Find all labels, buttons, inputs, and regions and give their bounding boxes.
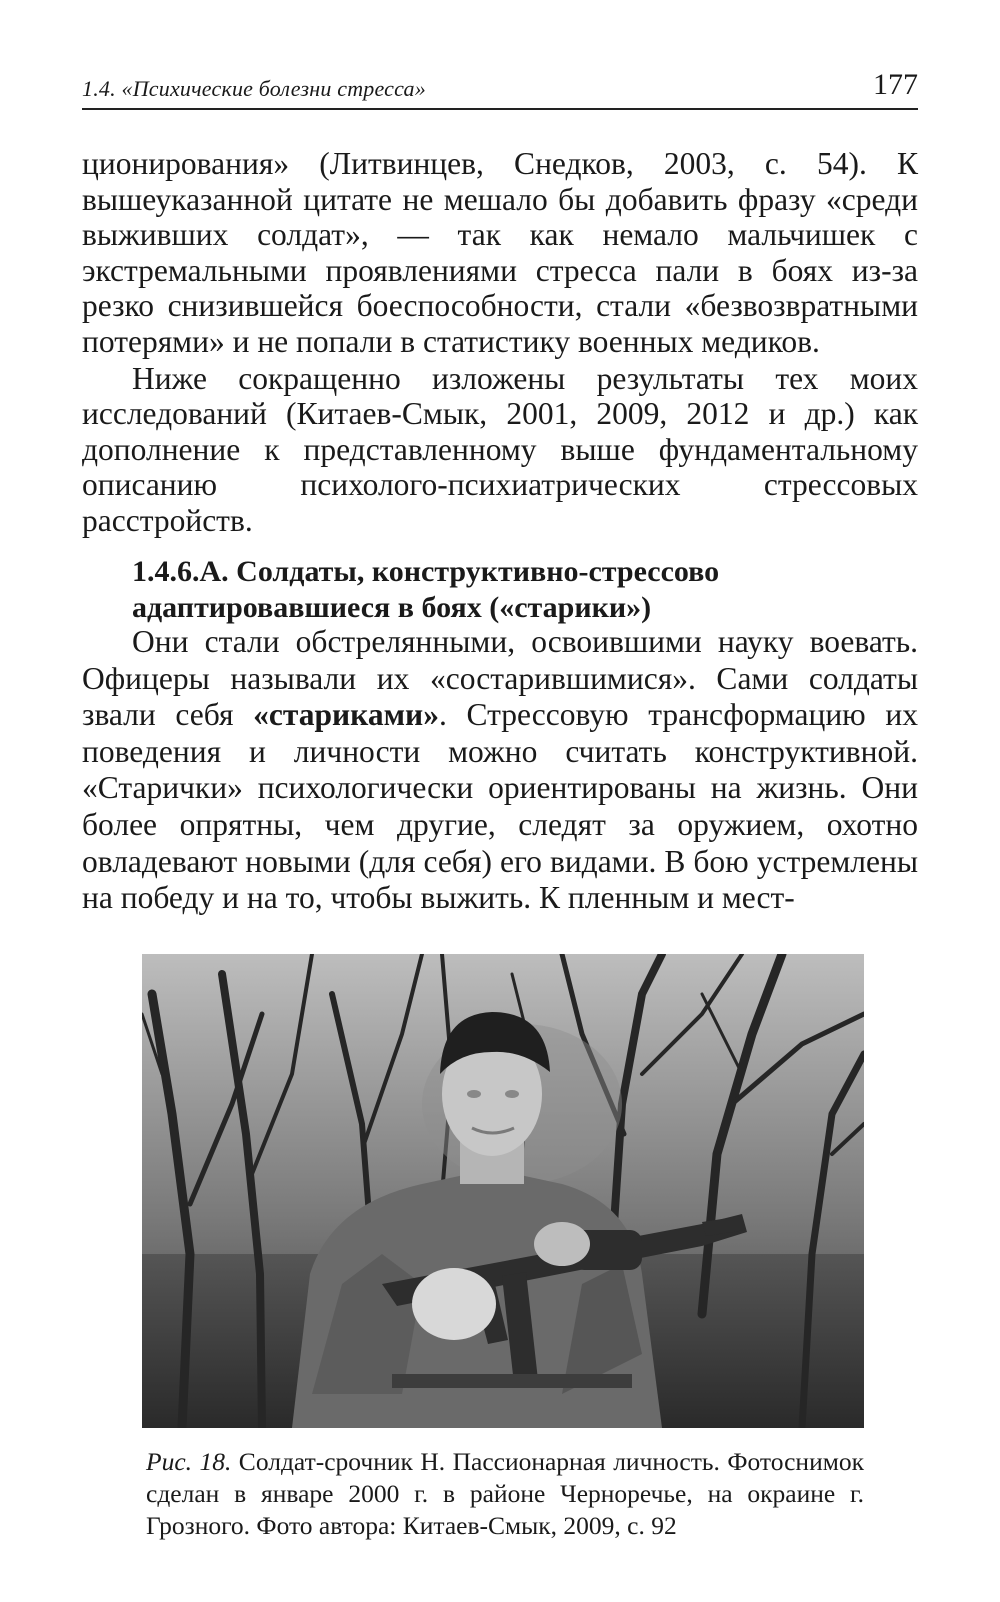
section-heading (132, 554, 918, 626)
page-number: 177 (873, 68, 918, 101)
figure-caption (146, 1446, 864, 1542)
paragraph-1: ционирования» (Литвинцев, Снедков, 2003, с. 54). К вышеуказанной цитате не мешало бы добавить фразу «среди выживших солдат», — так как немало мальчишек с экстремальными проявлениями стресса пали в боях из-за резко снизившейся боеспособности, стали «безвозвратными потерями» и не попали в статистику военных медиков. (82, 146, 918, 359)
section-paragraph (82, 624, 918, 917)
body-text (82, 146, 918, 539)
photo-soldier-illustration (142, 954, 864, 1428)
section-text-part-1: Они стали обстрелянными, освоившими науку воевать. Офицеры называли их «состарившимися». Сами солдаты звали себя (82, 624, 918, 733)
running-head (82, 64, 918, 110)
section-text-bold: «стариками» (253, 697, 439, 733)
section-body (82, 624, 918, 917)
paragraph-2: Ниже сокращенно изложены результаты тех моих исследований (Китаев-Смык, 2001, 2009, 2012 и др.) как дополнение к представленному выше фундаментальному описанию психолого-психиатрических стрессовых расстройств. (82, 360, 918, 538)
caption-label: Рис. 18. (146, 1447, 232, 1476)
running-head-title: 1.4. «Психические болезни стресса» (82, 76, 426, 101)
section-heading-line-1: 1.4.6.А. Солдаты, конструктивно-стрессово (132, 555, 720, 588)
section-heading-line-2: адаптировавшиеся в боях («старики») (132, 591, 652, 624)
caption-text: Солдат-срочник Н. Пассионарная личность. Фотоснимок сделан в январе 2000 г. в районе Черноречье, на окраине г. Грозного. Фото автора: Китаев-Смык, 2009, с. 92 (146, 1447, 864, 1540)
section-text-part-2: . Стрессовую трансформацию их поведения и личности можно считать конструктивной. «Старички» психологически ориентированы на жизнь. Они более опрятны, чем другие, следят за оружием, охотно овладевают новыми (для себя) его видами. В бою устремлены на победу и на то, чтобы выжить. К пленным и мест- (82, 697, 918, 916)
figure-photo (142, 954, 864, 1428)
